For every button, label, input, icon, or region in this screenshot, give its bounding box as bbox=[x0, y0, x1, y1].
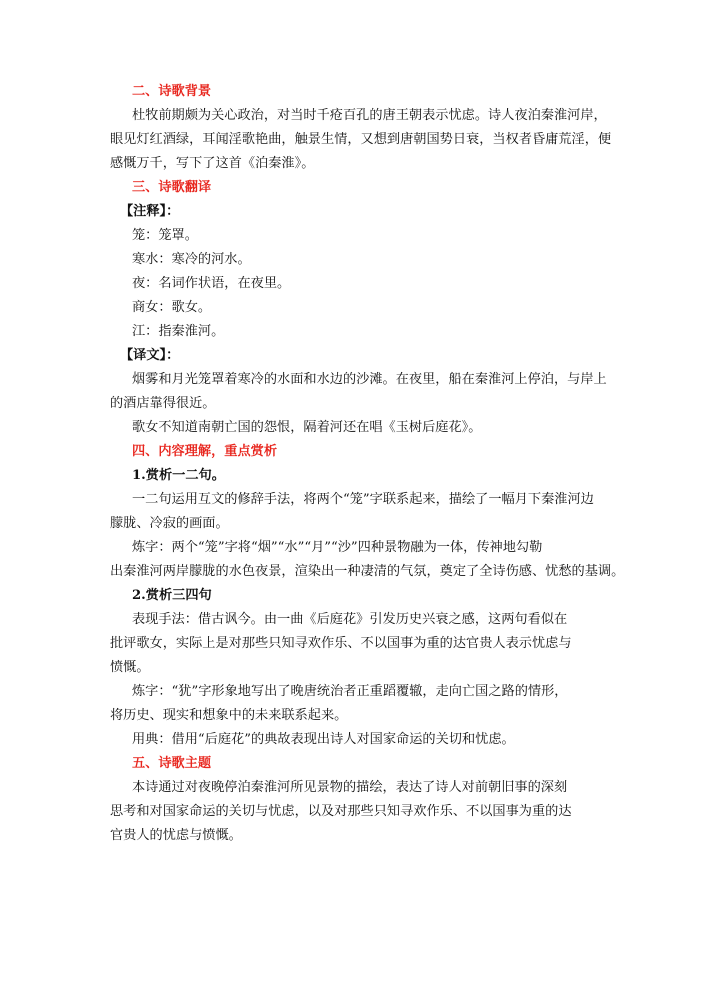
translation-label: 【译文】： bbox=[120, 348, 180, 363]
notes-label: 【注释】： bbox=[120, 204, 180, 219]
document-page bbox=[110, 80, 625, 848]
paragraph-line: 杜牧前期颇为关心政治，对当时千疮百孔的唐王朝表示忧虑。诗人夜泊秦淮河岸， bbox=[132, 108, 607, 123]
translation-line: 的酒店靠得很近。 bbox=[110, 396, 216, 411]
note-item: 夜：名词作状语，在夜里。 bbox=[132, 276, 291, 291]
note-item: 江：指秦淮河。 bbox=[132, 324, 225, 339]
paragraph-line: 眼见灯红酒绿，耳闻淫歌艳曲，触景生情，又想到唐朝国势日衰，当权者昏庸荒淫，便 bbox=[110, 132, 612, 147]
subheading-lines-3-4: 2.赏析三四句 bbox=[132, 588, 212, 603]
paragraph-line: 批评歌女，实际上是对那些只知寻欢作乐、不以国事为重的达官贵人表示忧虑与 bbox=[110, 636, 572, 651]
section-heading-analysis: 四、内容理解，重点赏析 bbox=[132, 444, 278, 459]
section-heading-background: 二、诗歌背景 bbox=[132, 84, 212, 99]
paragraph-line: 炼字：“犹”字形象地写出了晚唐统治者正重蹈覆辙，走向亡国之路的情形， bbox=[132, 684, 568, 699]
paragraph-line: 表现手法：借古讽今。由一曲《后庭花》引发历史兴衰之感，这两句看似在 bbox=[132, 612, 568, 627]
paragraph-line: 用典：借用“后庭花”的典故表现出诗人对国家命运的关切和忧虑。 bbox=[132, 732, 515, 747]
paragraph-line: 官贵人的忧虑与愤慨。 bbox=[110, 828, 242, 843]
paragraph-line: 炼字：两个“笼”字将“烟”“水”“月”“沙”四种景物融为一体，传神地勾勒 bbox=[132, 540, 543, 555]
paragraph-line: 一二句运用互文的修辞手法，将两个“笼”字联系起来，描绘了一幅月下秦淮河边 bbox=[132, 492, 594, 507]
translation-line: 歌女不知道南朝亡国的怨恨，隔着河还在唱《玉树后庭花》。 bbox=[132, 420, 482, 435]
section-heading-theme: 五、诗歌主题 bbox=[132, 756, 212, 771]
paragraph-line: 将历史、现实和想象中的未来联系起来。 bbox=[110, 708, 348, 723]
note-item: 商女：歌女。 bbox=[132, 300, 212, 315]
paragraph-line: 愤慨。 bbox=[110, 660, 150, 675]
paragraph-line: 思考和对国家命运的关切与忧虑，以及对那些只知寻欢作乐、不以国事为重的达 bbox=[110, 804, 572, 819]
note-item: 笼：笼罩。 bbox=[132, 228, 198, 243]
paragraph-line: 出秦淮河两岸朦胧的水色夜景，渲染出一种凄清的气氛，奠定了全诗伤感、忧愁的基调。 bbox=[110, 564, 625, 579]
note-item: 寒水：寒冷的河水。 bbox=[132, 252, 251, 267]
paragraph-line: 感慨万千，写下了这首《泊秦淮》。 bbox=[110, 156, 315, 171]
subheading-lines-1-2: 1.赏析一二句。 bbox=[132, 468, 225, 483]
section-heading-translation: 三、诗歌翻译 bbox=[132, 180, 212, 195]
translation-line: 烟雾和月光笼罩着寒冷的水面和水边的沙滩。在夜里，船在秦淮河上停泊，与岸上 bbox=[132, 372, 607, 387]
paragraph-line: 本诗通过对夜晚停泊秦淮河所见景物的描绘，表达了诗人对前朝旧事的深刻 bbox=[132, 780, 568, 795]
paragraph-line: 朦胧、冷寂的画面。 bbox=[110, 516, 229, 531]
